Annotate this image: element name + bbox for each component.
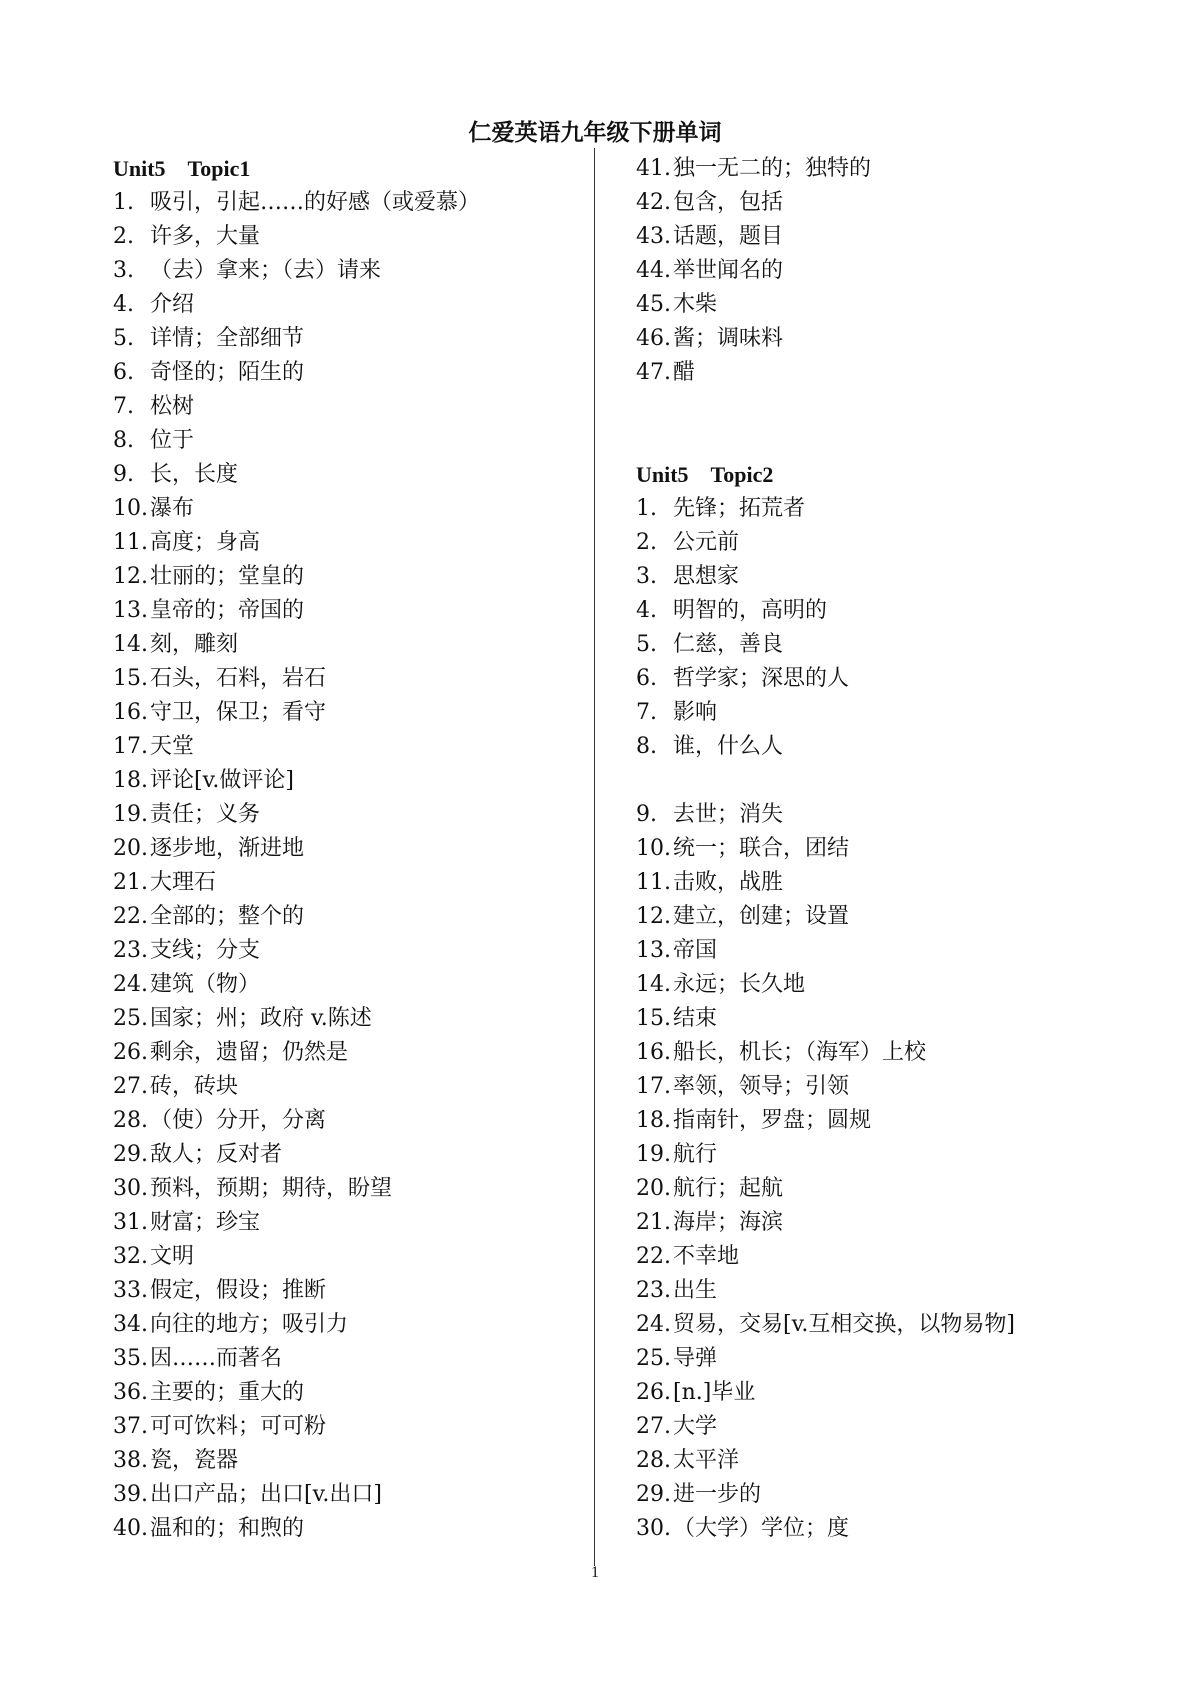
vocab-item-meaning: 航行；起航 [673,1176,784,1201]
vocab-item-number: 1. [113,190,134,215]
vocab-item [113,254,583,288]
vocab-item [113,866,583,900]
vocab-item-meaning: 因……而著名 [150,1346,283,1371]
vocab-item [636,526,1156,560]
vocab-item [113,560,583,594]
vocab-item-number: 29. [636,1482,671,1507]
vocab-item-number: 33. [113,1278,148,1303]
vocab-item-meaning: 瓷，瓷器 [150,1448,239,1473]
vocab-item-meaning: 壮丽的；堂皇的 [150,564,305,589]
vocab-item [636,628,1156,662]
vocab-item-number: 11. [636,870,671,895]
vocab-item-number: 35. [113,1346,148,1371]
vocab-item-number: 10. [636,836,671,861]
vocab-item-number: 17. [636,1074,671,1099]
section-heading-unit5-topic2: Unit5 Topic2 [636,462,774,487]
vocab-item-number: 28. [113,1108,148,1133]
vocab-item-number: 34. [113,1312,148,1337]
vocab-item [113,1376,583,1410]
vocab-item [113,1172,583,1206]
vocab-item-meaning: 刻，雕刻 [150,632,239,657]
vocab-item-number: 47. [636,360,671,385]
vocab-item [113,1308,583,1342]
vocab-item [113,934,583,968]
vocab-list [636,492,1156,764]
vocab-item [113,764,583,798]
vocab-item [113,730,583,764]
section-heading-unit5-topic1: Unit5 Topic1 [113,156,251,181]
vocab-item-meaning: 敌人；反对者 [150,1142,283,1167]
vocab-item-number: 4. [636,598,657,623]
vocab-item-number: 28. [636,1448,671,1473]
vocab-item-number: 14. [113,632,148,657]
vocab-item-number: 27. [636,1414,671,1439]
vocab-item-number: 4. [113,292,134,317]
vocab-list [113,186,583,1546]
vocab-item [113,1036,583,1070]
vocab-item [636,832,1156,866]
vocab-item-meaning: 航行 [673,1142,718,1167]
vocab-item [113,696,583,730]
vocab-item-number: 8. [636,734,657,759]
vocab-item [113,1342,583,1376]
vocab-item-number: 23. [636,1278,671,1303]
blank-line [636,390,1156,424]
vocab-item-number: 26. [636,1380,671,1405]
vocab-item [636,1104,1156,1138]
vocab-item [636,798,1156,832]
vocab-item-number: 24. [636,1312,671,1337]
vocab-item [636,866,1156,900]
vocab-item-number: 5. [113,326,134,351]
vocab-item-number: 22. [636,1244,671,1269]
vocab-item-number: 22. [113,904,148,929]
vocab-item-meaning: 全部的；整个的 [150,904,305,929]
vocab-item-number: 37. [113,1414,148,1439]
vocab-item [636,492,1156,526]
vocab-item-number: 9. [636,802,657,827]
vocab-item-number: 16. [636,1040,671,1065]
vocab-item-number: 19. [636,1142,671,1167]
vocab-item-meaning: 帝国 [673,938,718,963]
vocab-item-meaning: 文明 [150,1244,195,1269]
vocab-item [636,186,1156,220]
vocab-item [113,1002,583,1036]
vocab-item-meaning: 向往的地方；吸引力 [150,1312,349,1337]
vocab-item [636,1478,1156,1512]
vocab-item [113,832,583,866]
vocab-item-number: 27. [113,1074,148,1099]
vocab-item-number: 23. [113,938,148,963]
vocab-item-meaning: 船长，机长；（海军）上校 [673,1040,927,1065]
vocab-item-meaning: 责任；义务 [150,802,261,827]
vocab-item-meaning: 砖，砖块 [150,1074,239,1099]
vocab-item [113,220,583,254]
vocab-item [113,1104,583,1138]
vocab-item [113,1138,583,1172]
vocab-item-meaning: （大学）学位；度 [673,1516,850,1541]
vocab-item-meaning: 哲学家；深思的人 [673,666,850,691]
vocab-item-meaning: 进一步的 [673,1482,762,1507]
vocab-item-number: 15. [113,666,148,691]
vocab-item [636,1070,1156,1104]
vocab-item [636,1308,1156,1342]
vocab-item-number: 36. [113,1380,148,1405]
vocab-item [113,1478,583,1512]
vocab-item-number: 15. [636,1006,671,1031]
vocab-item-meaning: 支线；分支 [150,938,261,963]
vocab-item-meaning: 太平洋 [673,1448,740,1473]
vocab-item-number: 20. [636,1176,671,1201]
vocab-item-meaning: 指南针，罗盘；圆规 [673,1108,872,1133]
vocab-item-meaning: 大理石 [150,870,217,895]
vocab-item [636,152,1156,186]
vocab-item [113,186,583,220]
vocab-item [636,1240,1156,1274]
vocab-item [113,798,583,832]
vocab-item-meaning: 出生 [673,1278,718,1303]
vocab-item-meaning: 主要的；重大的 [150,1380,305,1405]
vocab-item-number: 29. [113,1142,148,1167]
vocab-item [113,1444,583,1478]
vocab-item [636,322,1156,356]
vocab-item-meaning: （使）分开，分离 [150,1108,327,1133]
page-number: 1 [591,1564,599,1581]
vocab-item-meaning: 财富；珍宝 [150,1210,261,1235]
vocab-item-number: 2. [113,224,134,249]
vocab-item-meaning: 介绍 [150,292,195,317]
vocab-item-number: 13. [113,598,148,623]
vocab-item-number: 18. [636,1108,671,1133]
vocab-item [636,900,1156,934]
vocab-item [636,1444,1156,1478]
vocab-item-meaning: 思想家 [673,564,740,589]
vocab-item [636,288,1156,322]
vocab-item-number: 42. [636,190,671,215]
vocab-item-meaning: 统一；联合，团结 [673,836,850,861]
vocab-item-meaning: 导弹 [673,1346,718,1371]
vocab-item-meaning: 剩余，遗留；仍然是 [150,1040,349,1065]
vocab-item-number: 19. [113,802,148,827]
vocab-item-meaning: 奇怪的；陌生的 [150,360,305,385]
vocab-item [636,1002,1156,1036]
vocab-item [113,458,583,492]
vocab-item-number: 9. [113,462,134,487]
vocab-item-number: 25. [636,1346,671,1371]
vocab-item [636,356,1156,390]
vocab-item-meaning: 永远；长久地 [673,972,806,997]
blank-line [636,764,1156,798]
vocab-item [636,696,1156,730]
vocab-item-number: 8. [113,428,134,453]
vocab-item-number: 31. [113,1210,148,1235]
blank-line [636,424,1156,458]
vocab-item-meaning: 守卫，保卫；看守 [150,700,327,725]
vocab-item-number: 21. [636,1210,671,1235]
right-column [636,152,1156,1546]
vocab-list [636,798,1156,1546]
column-divider [594,148,595,1566]
vocab-item-number: 44. [636,258,671,283]
vocab-item-meaning: 出口产品；出口[v.出口] [150,1482,382,1507]
vocab-item-number: 46. [636,326,671,351]
vocab-item [113,662,583,696]
vocab-item [636,220,1156,254]
vocab-item-number: 20. [113,836,148,861]
vocab-item-number: 5. [636,632,657,657]
vocab-item-meaning: 逐步地，渐进地 [150,836,305,861]
vocab-item-number: 21. [113,870,148,895]
vocab-item [113,424,583,458]
vocab-item-number: 41. [636,156,671,181]
vocab-item-meaning: 谁，什么人 [673,734,784,759]
vocab-item-number: 16. [113,700,148,725]
vocab-item [636,594,1156,628]
vocab-item-meaning: 话题，题目 [673,224,784,249]
vocab-item-number: 12. [113,564,148,589]
vocab-item-meaning: 许多，大量 [150,224,261,249]
vocab-item-meaning: 皇帝的；帝国的 [150,598,305,623]
vocab-item [113,526,583,560]
vocab-item-number: 10. [113,496,148,521]
vocab-item-meaning: 建立，创建；设置 [673,904,850,929]
vocab-item-number: 6. [113,360,134,385]
vocab-item [636,1172,1156,1206]
vocab-item-meaning: 独一无二的；独特的 [673,156,872,181]
vocab-item-meaning: 击败，战胜 [673,870,784,895]
vocab-item-meaning: 木柴 [673,292,718,317]
vocab-item-meaning: 明智的，高明的 [673,598,828,623]
vocab-item-meaning: 去世；消失 [673,802,784,827]
vocab-item-number: 12. [636,904,671,929]
vocab-item-number: 7. [636,700,657,725]
vocab-item-meaning: 先锋；拓荒者 [673,496,806,521]
vocab-item-number: 6. [636,666,657,691]
vocab-item [113,1274,583,1308]
vocab-item [113,900,583,934]
vocab-item-meaning: 吸引，引起……的好感（或爱慕） [150,190,481,215]
vocab-item [113,288,583,322]
vocab-item-meaning: 长，长度 [150,462,239,487]
vocab-item [113,492,583,526]
vocab-item [636,1342,1156,1376]
vocab-item-meaning: 醋 [673,360,696,385]
vocab-item-number: 2. [636,530,657,555]
vocab-item-number: 3. [113,258,134,283]
vocab-item [113,968,583,1002]
vocab-item-meaning: 评论[v.做评论] [150,768,294,793]
vocab-item-number: 24. [113,972,148,997]
vocab-item [636,662,1156,696]
vocab-item [113,1512,583,1546]
vocab-item-meaning: 高度；身高 [150,530,261,555]
vocab-item-number: 1. [636,496,657,521]
vocab-item-meaning: 影响 [673,700,718,725]
vocab-item-number: 32. [113,1244,148,1269]
vocab-item-meaning: 瀑布 [150,496,195,521]
vocab-item-number: 25. [113,1006,148,1031]
vocab-item-number: 39. [113,1482,148,1507]
page-title: 仁爱英语九年级下册单词 [468,119,722,146]
vocab-item [636,1512,1156,1546]
vocab-item-meaning: [n.]毕业 [673,1380,756,1405]
vocab-item-number: 11. [113,530,148,555]
vocab-item [636,968,1156,1002]
vocab-item-meaning: 假定，假设；推断 [150,1278,327,1303]
vocab-item-meaning: 松树 [150,394,195,419]
vocab-item-meaning: 温和的；和煦的 [150,1516,305,1541]
vocab-list [636,152,1156,390]
vocab-item [636,1376,1156,1410]
vocab-item [636,1274,1156,1308]
vocab-item [636,730,1156,764]
vocab-item-meaning: 结束 [673,1006,718,1031]
vocab-item-number: 45. [636,292,671,317]
vocab-item [113,1410,583,1444]
vocab-item-number: 38. [113,1448,148,1473]
vocab-item [636,1138,1156,1172]
vocab-item [636,254,1156,288]
vocab-item-meaning: 举世闻名的 [673,258,784,283]
left-column [113,152,583,1546]
vocab-item-number: 7. [113,394,134,419]
vocab-item [636,560,1156,594]
vocab-item-meaning: 仁慈，善良 [673,632,784,657]
vocab-item-meaning: 预料，预期；期待，盼望 [150,1176,393,1201]
vocab-item-number: 30. [636,1516,671,1541]
vocab-item-meaning: 海岸；海滨 [673,1210,784,1235]
vocab-item-number: 18. [113,768,148,793]
vocab-item-meaning: 率领，领导；引领 [673,1074,850,1099]
vocab-item-number: 13. [636,938,671,963]
vocab-item [113,594,583,628]
vocab-item-number: 26. [113,1040,148,1065]
vocab-item-meaning: 建筑（物） [150,972,261,997]
vocab-item-number: 17. [113,734,148,759]
vocab-item-meaning: 大学 [673,1414,718,1439]
vocab-item-number: 14. [636,972,671,997]
vocab-item-meaning: （去）拿来；（去）请来 [150,258,382,283]
vocab-item-number: 40. [113,1516,148,1541]
vocab-item-meaning: 国家；州；政府 v.陈述 [150,1006,372,1031]
vocab-item [636,1206,1156,1240]
vocab-item [113,628,583,662]
vocab-item [113,1240,583,1274]
vocab-item [113,1206,583,1240]
vocab-item-meaning: 贸易，交易[v.互相交换，以物易物] [673,1312,1015,1337]
vocab-item-meaning: 石头，石料，岩石 [150,666,327,691]
vocab-item-meaning: 天堂 [150,734,195,759]
vocab-item-meaning: 不幸地 [673,1244,740,1269]
vocab-item-meaning: 位于 [150,428,195,453]
vocab-item-number: 30. [113,1176,148,1201]
vocab-item-meaning: 可可饮料；可可粉 [150,1414,327,1439]
vocab-item-meaning: 酱；调味料 [673,326,784,351]
vocab-item-meaning: 公元前 [673,530,740,555]
vocab-item-meaning: 详情；全部细节 [150,326,305,351]
vocab-item [113,356,583,390]
vocab-item-number: 43. [636,224,671,249]
vocab-item [636,1036,1156,1070]
vocab-item-number: 3. [636,564,657,589]
vocab-item [113,322,583,356]
vocab-item [113,1070,583,1104]
vocab-item [636,1410,1156,1444]
vocab-item-meaning: 包含，包括 [673,190,784,215]
vocab-item [636,934,1156,968]
vocab-item [113,390,583,424]
